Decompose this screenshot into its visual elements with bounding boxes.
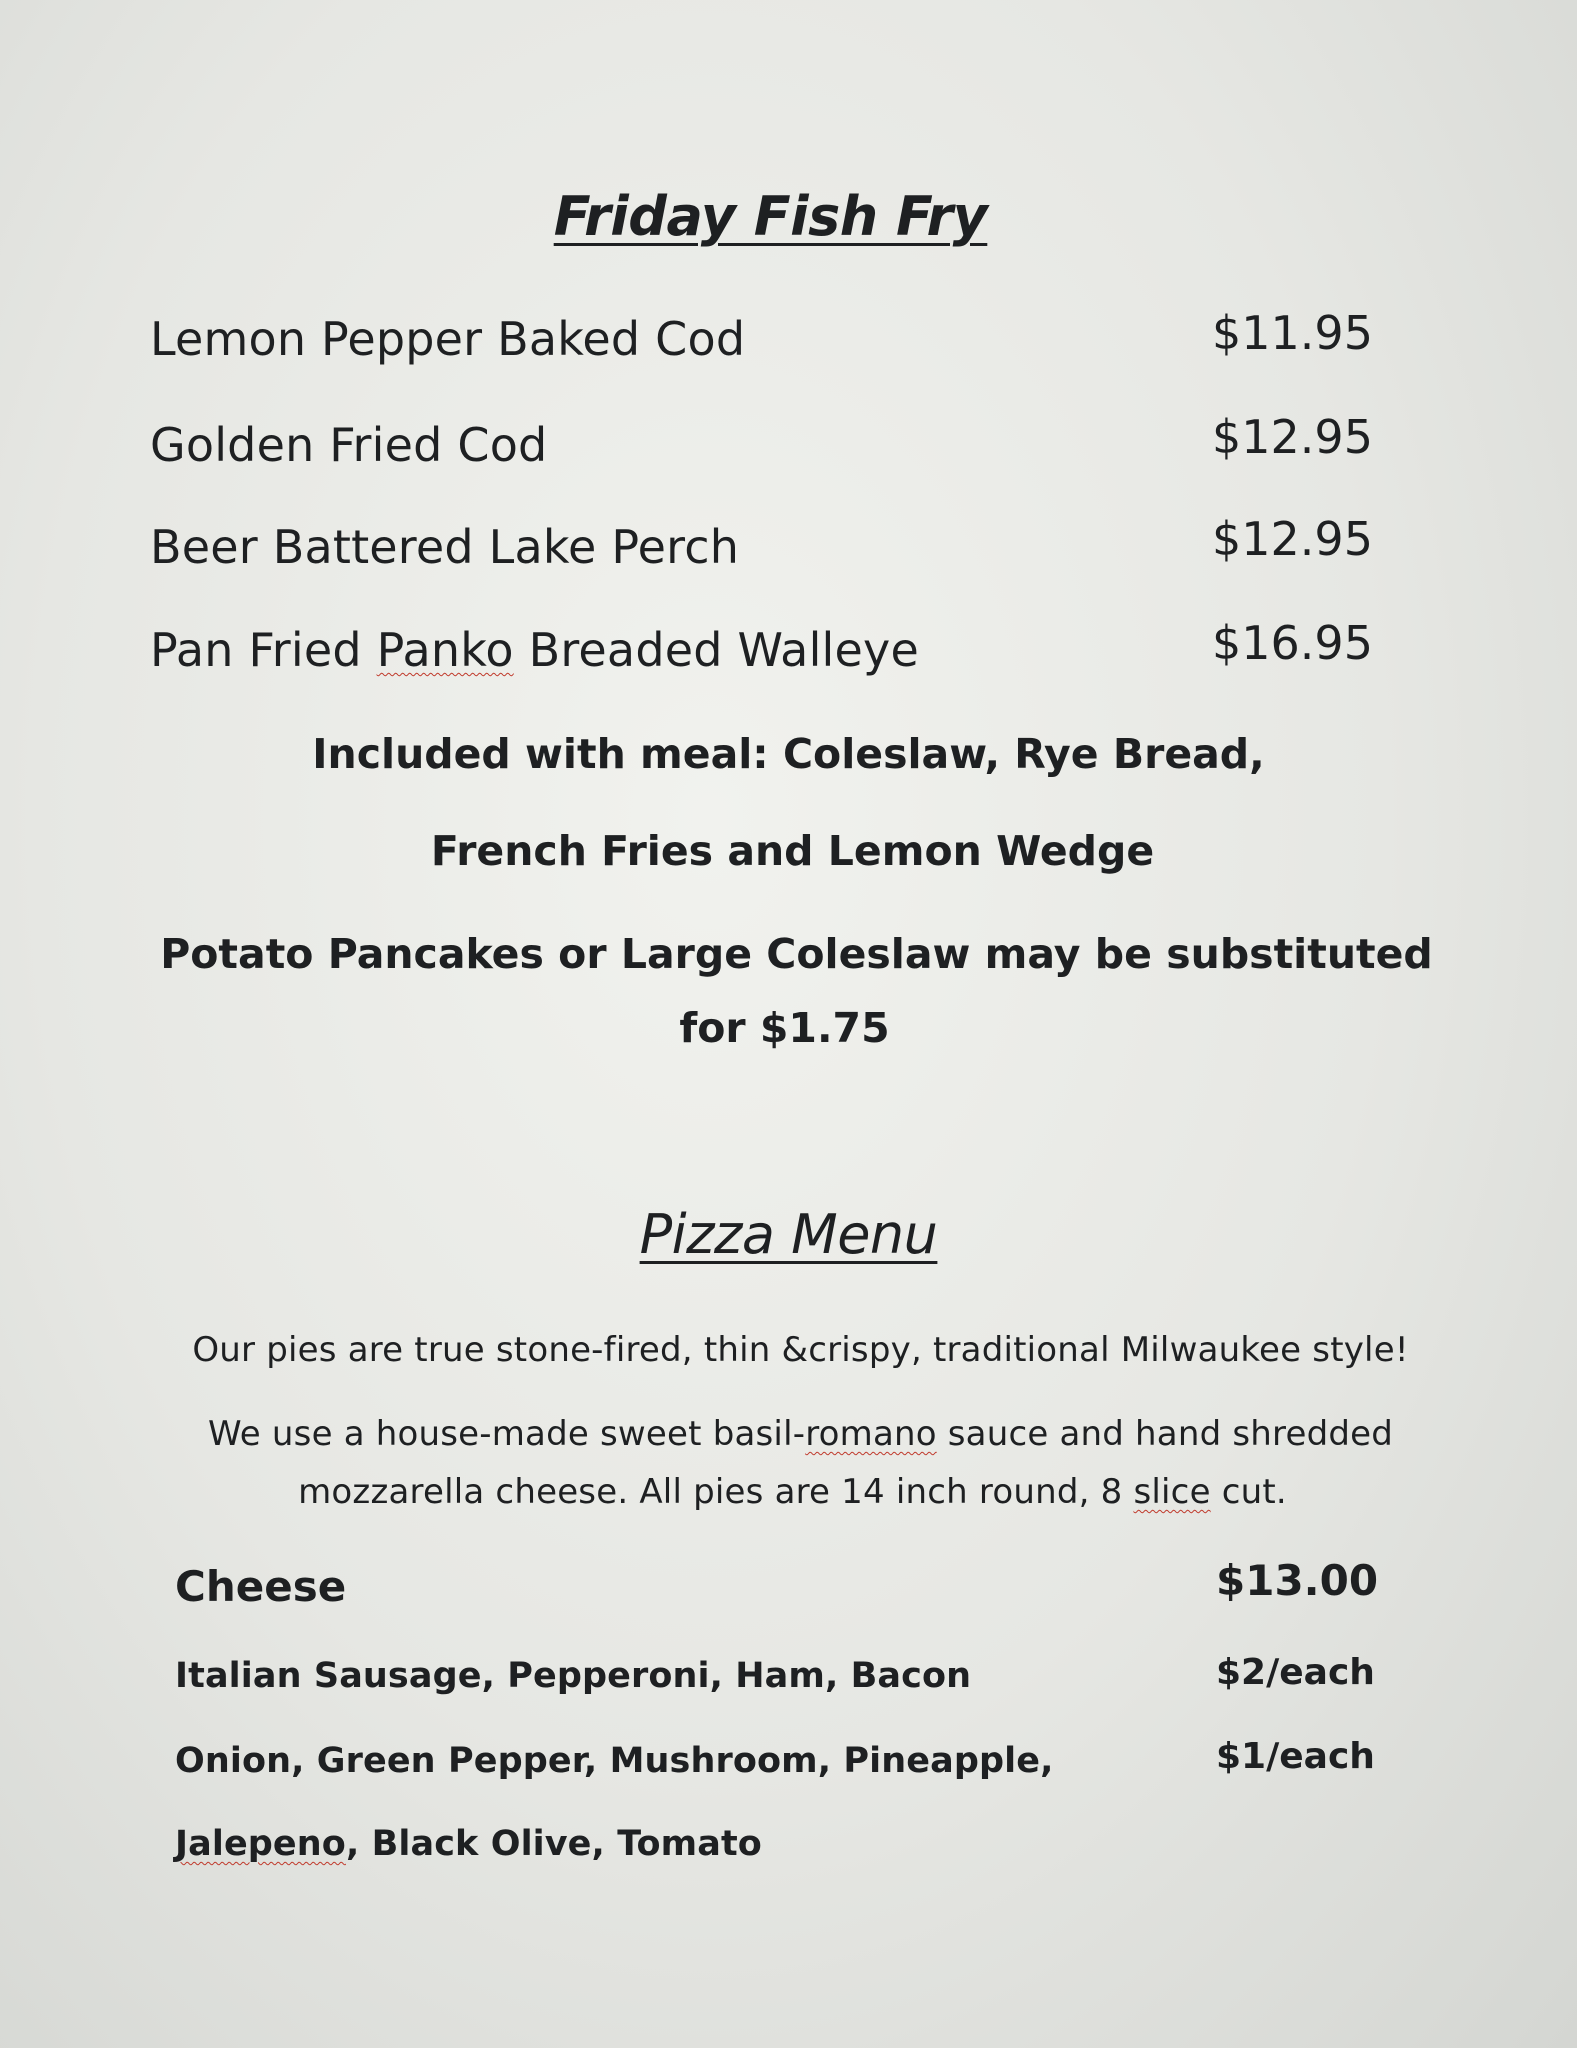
fish-item-name-part: Pan Fried <box>150 623 377 677</box>
fish-item-name: Golden Fried Cod <box>150 418 548 472</box>
included-note-line2: French Fries and Lemon Wedge <box>430 827 1155 875</box>
pizza-description-line1: Our pies are true stone-fired, thin &crispy, traditional Milwaukee style! <box>192 1330 1409 1370</box>
topping-line: Italian Sausage, Pepperoni, Ham, Bacon <box>175 1656 972 1696</box>
included-note-line1: Included with meal: Coleslaw, Rye Bread, <box>312 730 1265 778</box>
fish-item-price: $12.95 <box>1212 410 1373 464</box>
substitute-note-line1: Potato Pancakes or Large Coleslaw may be substituted <box>160 930 1433 978</box>
pizza-description-part: We use a house-made sweet basil- <box>207 1414 806 1454</box>
fish-item-name: Beer Battered Lake Perch <box>150 520 740 574</box>
fish-item-price: $12.95 <box>1212 512 1373 566</box>
cheese-pizza-name: Cheese <box>175 1562 347 1611</box>
spellcheck-flagged-word: Panko <box>376 623 514 677</box>
topping-price: $1/each <box>1216 1736 1375 1777</box>
topping-price: $2/each <box>1216 1652 1375 1693</box>
pizza-description-part: sauce and hand shredded <box>936 1414 1394 1454</box>
spellcheck-flagged-word: Jalepeno <box>175 1824 346 1864</box>
spellcheck-flagged-word: romano <box>805 1414 937 1454</box>
pizza-description-part: cut. <box>1210 1472 1287 1512</box>
pizza-description-part: mozzarella cheese. All pies are 14 inch round, 8 <box>298 1472 1134 1512</box>
spellcheck-flagged-word: slice <box>1133 1472 1211 1512</box>
pizza-description-line3 <box>4 1472 1577 1512</box>
fish-item-price: $16.95 <box>1212 616 1373 670</box>
cheese-pizza-price: $13.00 <box>1216 1556 1379 1605</box>
substitute-note-line2: for $1.75 <box>679 1004 890 1052</box>
fish-item-name-part: Breaded Walleye <box>513 623 919 677</box>
topping-line <box>175 1824 762 1864</box>
fish-item-name <box>150 623 919 677</box>
fish-fry-title: Friday Fish Fry <box>553 185 988 248</box>
fish-item-name: Lemon Pepper Baked Cod <box>150 312 746 366</box>
topping-line-part: , Black Olive, Tomato <box>345 1824 762 1864</box>
fish-item-price: $11.95 <box>1212 306 1373 360</box>
pizza-description-line2 <box>12 1414 1577 1454</box>
pizza-menu-title: Pizza Menu <box>639 1203 938 1266</box>
topping-line: Onion, Green Pepper, Mushroom, Pineapple, <box>175 1741 1054 1781</box>
